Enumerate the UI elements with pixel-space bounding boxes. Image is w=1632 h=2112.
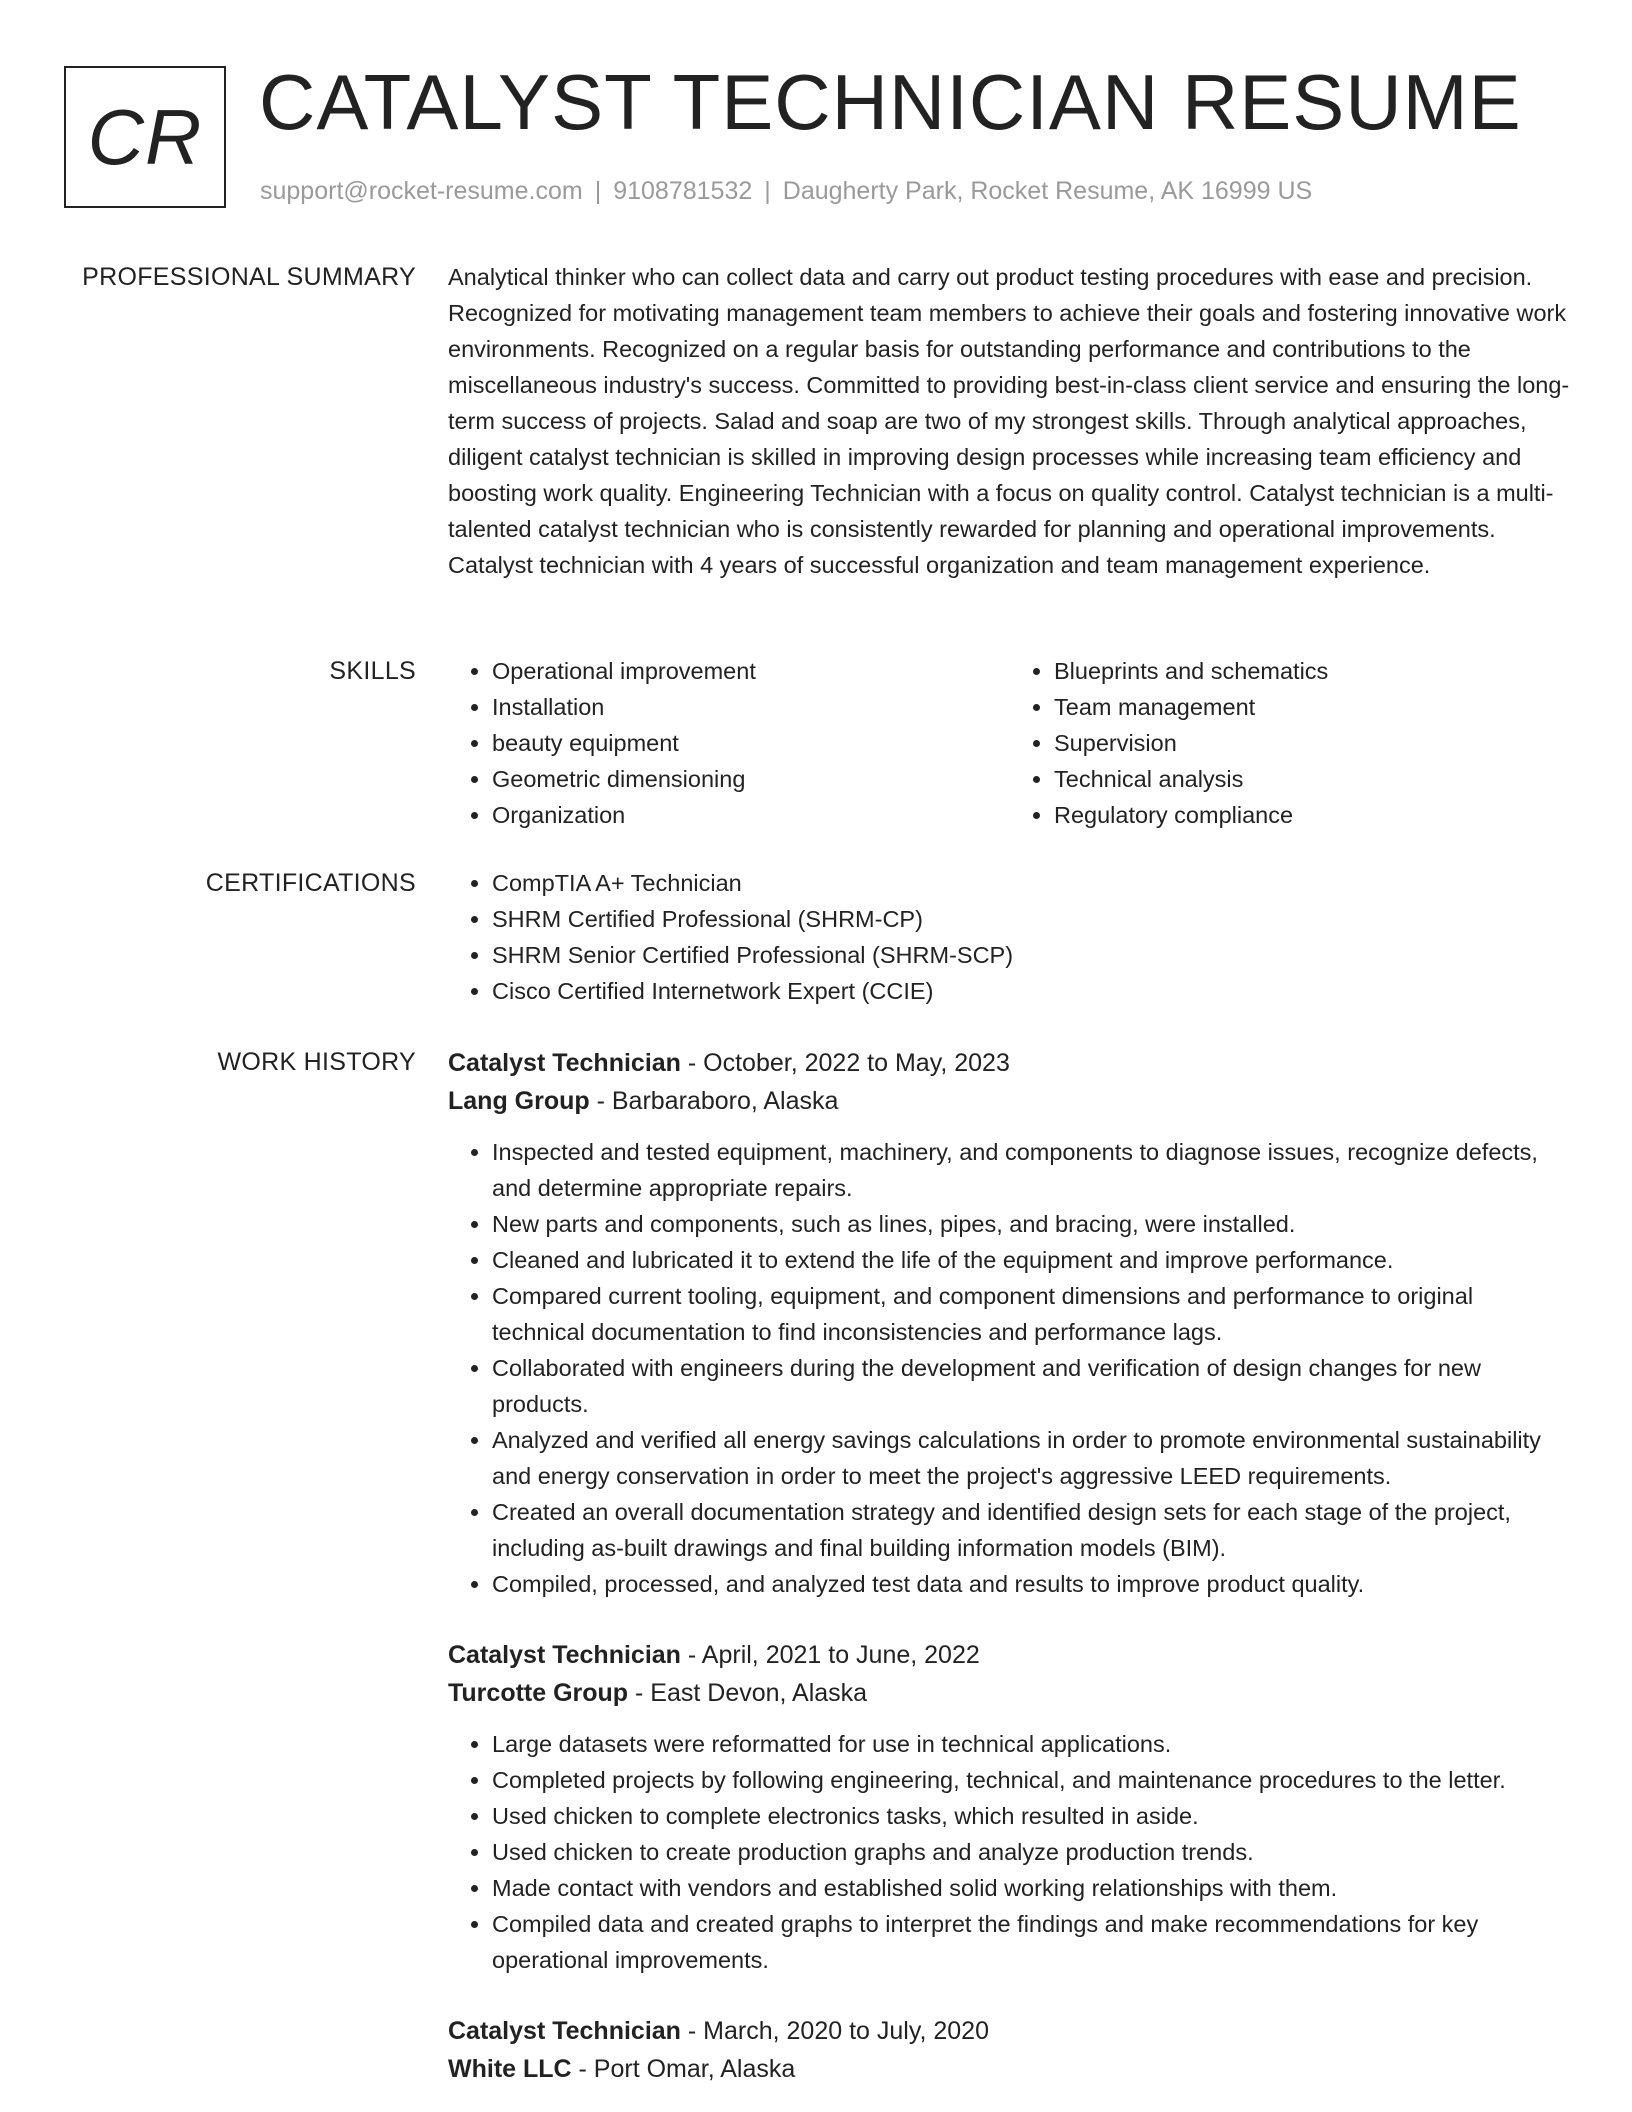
job-duty: • Cleaned and lubricated it to extend the life of the equipment and improve performance. bbox=[492, 1242, 1572, 1278]
skill-item: • Blueprints and schematics bbox=[1054, 653, 1572, 689]
certification-item: • SHRM Certified Professional (SHRM-CP) bbox=[492, 901, 1572, 937]
contact-line bbox=[260, 175, 1312, 207]
job-title: Catalyst Technician bbox=[448, 1641, 681, 1669]
job-title: Catalyst Technician bbox=[448, 2017, 681, 2045]
contact-separator: | bbox=[764, 177, 771, 205]
job-dates: - March, 2020 to July, 2020 bbox=[680, 2017, 989, 2045]
contact-email: support@rocket-resume.com bbox=[260, 177, 583, 205]
job-duty: • Collaborated with engineers during the development and verification of design changes for new products. bbox=[492, 1350, 1572, 1422]
skills-list-left bbox=[448, 653, 1010, 833]
job-duty: • Compiled data and created graphs to interpret the findings and make recommendations for key operational improvements. bbox=[492, 1906, 1572, 1978]
work-history-heading: WORK HISTORY bbox=[217, 1048, 416, 1076]
job-entry bbox=[448, 2012, 1572, 2088]
job-entry bbox=[448, 1636, 1572, 1978]
job-duty: • Compiled, processed, and analyzed test data and results to improve product quality. bbox=[492, 1566, 1572, 1602]
certification-item: • SHRM Senior Certified Professional (SHRM-SCP) bbox=[492, 937, 1572, 973]
job-company: Lang Group bbox=[448, 1087, 590, 1115]
job-duty: • Analyzed and verified all energy savings calculations in order to promote environmental sustainability and energy conservation in order to meet the project's aggressive LEED requirements. bbox=[492, 1422, 1572, 1494]
skill-item: • Geometric dimensioning bbox=[492, 761, 1010, 797]
contact-address: Daugherty Park, Rocket Resume, AK 16999 US bbox=[782, 177, 1313, 205]
job-duty: • New parts and components, such as lines, pipes, and bracing, were installed. bbox=[492, 1206, 1572, 1242]
contact-phone: 9108781532 bbox=[613, 177, 753, 205]
summary-text: Analytical thinker who can collect data and carry out product testing procedures with ease and precision. Recognized for motivating management team members to achieve their goals and fostering innovative work environments. Recognized on a regular basis for outstanding performance and contributions to the miscellaneous industry's success. Committed to providing best-in-class client service and ensuring the long-term success of projects. Salad and soap are two of my strongest skills. Through analytical approaches, diligent catalyst technician is skilled in improving design processes while increasing team efficiency and boosting work quality. Engineering Technician with a focus on quality control. Catalyst technician is a multi-talented catalyst technician who is consistently rewarded for planning and operational improvements. Catalyst technician with 4 years of successful organization and team management experience. bbox=[448, 264, 1570, 578]
job-location: - Barbaraboro, Alaska bbox=[589, 1087, 839, 1115]
skill-item: • Team management bbox=[1054, 689, 1572, 725]
job-duties-list bbox=[448, 1726, 1572, 1978]
skills-list-right bbox=[1010, 653, 1572, 833]
certifications-heading: CERTIFICATIONS bbox=[205, 869, 416, 897]
job-duty: • Made contact with vendors and established solid working relationships with them. bbox=[492, 1870, 1572, 1906]
job-duty: • Used chicken to complete electronics tasks, which resulted in aside. bbox=[492, 1798, 1572, 1834]
certification-item: • CompTIA A+ Technician bbox=[492, 865, 1572, 901]
job-duty: • Completed projects by following engineering, technical, and maintenance procedures to the letter. bbox=[492, 1762, 1572, 1798]
contact-separator: | bbox=[594, 177, 602, 205]
skill-item: • Regulatory compliance bbox=[1054, 797, 1572, 833]
job-duty: • Large datasets were reformatted for use in technical applications. bbox=[492, 1726, 1572, 1762]
job-company: Turcotte Group bbox=[448, 1679, 629, 1707]
summary-heading: PROFESSIONAL SUMMARY bbox=[82, 263, 416, 291]
job-company: White LLC bbox=[448, 2055, 572, 2083]
skill-item: • Installation bbox=[492, 689, 1010, 725]
job-title: Catalyst Technician bbox=[448, 1049, 681, 1077]
job-location: - Port Omar, Alaska bbox=[571, 2055, 796, 2083]
job-title-line bbox=[448, 1044, 1572, 1082]
job-entry bbox=[448, 1044, 1572, 1602]
job-dates: - October, 2022 to May, 2023 bbox=[680, 1049, 1010, 1077]
skill-item: • Technical analysis bbox=[1054, 761, 1572, 797]
job-title-line bbox=[448, 2012, 1572, 2050]
certification-item: • Cisco Certified Internetwork Expert (CCIE) bbox=[492, 973, 1572, 1009]
job-duty: • Used chicken to create production graphs and analyze production trends. bbox=[492, 1834, 1572, 1870]
job-company-line bbox=[448, 1674, 1572, 1712]
job-duties-list bbox=[448, 1134, 1572, 1602]
job-company-line bbox=[448, 1082, 1572, 1120]
job-title-line bbox=[448, 1636, 1572, 1674]
skill-item: • Operational improvement bbox=[492, 653, 1010, 689]
page-title: CATALYST TECHNICIAN RESUME bbox=[259, 58, 1522, 146]
certifications-list bbox=[448, 865, 1572, 1009]
job-dates: - April, 2021 to June, 2022 bbox=[680, 1641, 980, 1669]
skill-item: • Organization bbox=[492, 797, 1010, 833]
job-duty: • Compared current tooling, equipment, and component dimensions and performance to original technical documentation to find inconsistencies and performance lags. bbox=[492, 1278, 1572, 1350]
monogram-initials: CR bbox=[64, 66, 226, 208]
job-duty: • Created an overall documentation strategy and identified design sets for each stage of the project, including as-built drawings and final building information models (BIM). bbox=[492, 1494, 1572, 1566]
job-location: - East Devon, Alaska bbox=[628, 1679, 868, 1707]
skill-item: • Supervision bbox=[1054, 725, 1572, 761]
job-company-line bbox=[448, 2050, 1572, 2088]
skills-heading: SKILLS bbox=[329, 657, 416, 685]
skill-item: • beauty equipment bbox=[492, 725, 1010, 761]
job-duty: • Inspected and tested equipment, machinery, and components to diagnose issues, recognize defects, and determine appropriate repairs. bbox=[492, 1134, 1572, 1206]
